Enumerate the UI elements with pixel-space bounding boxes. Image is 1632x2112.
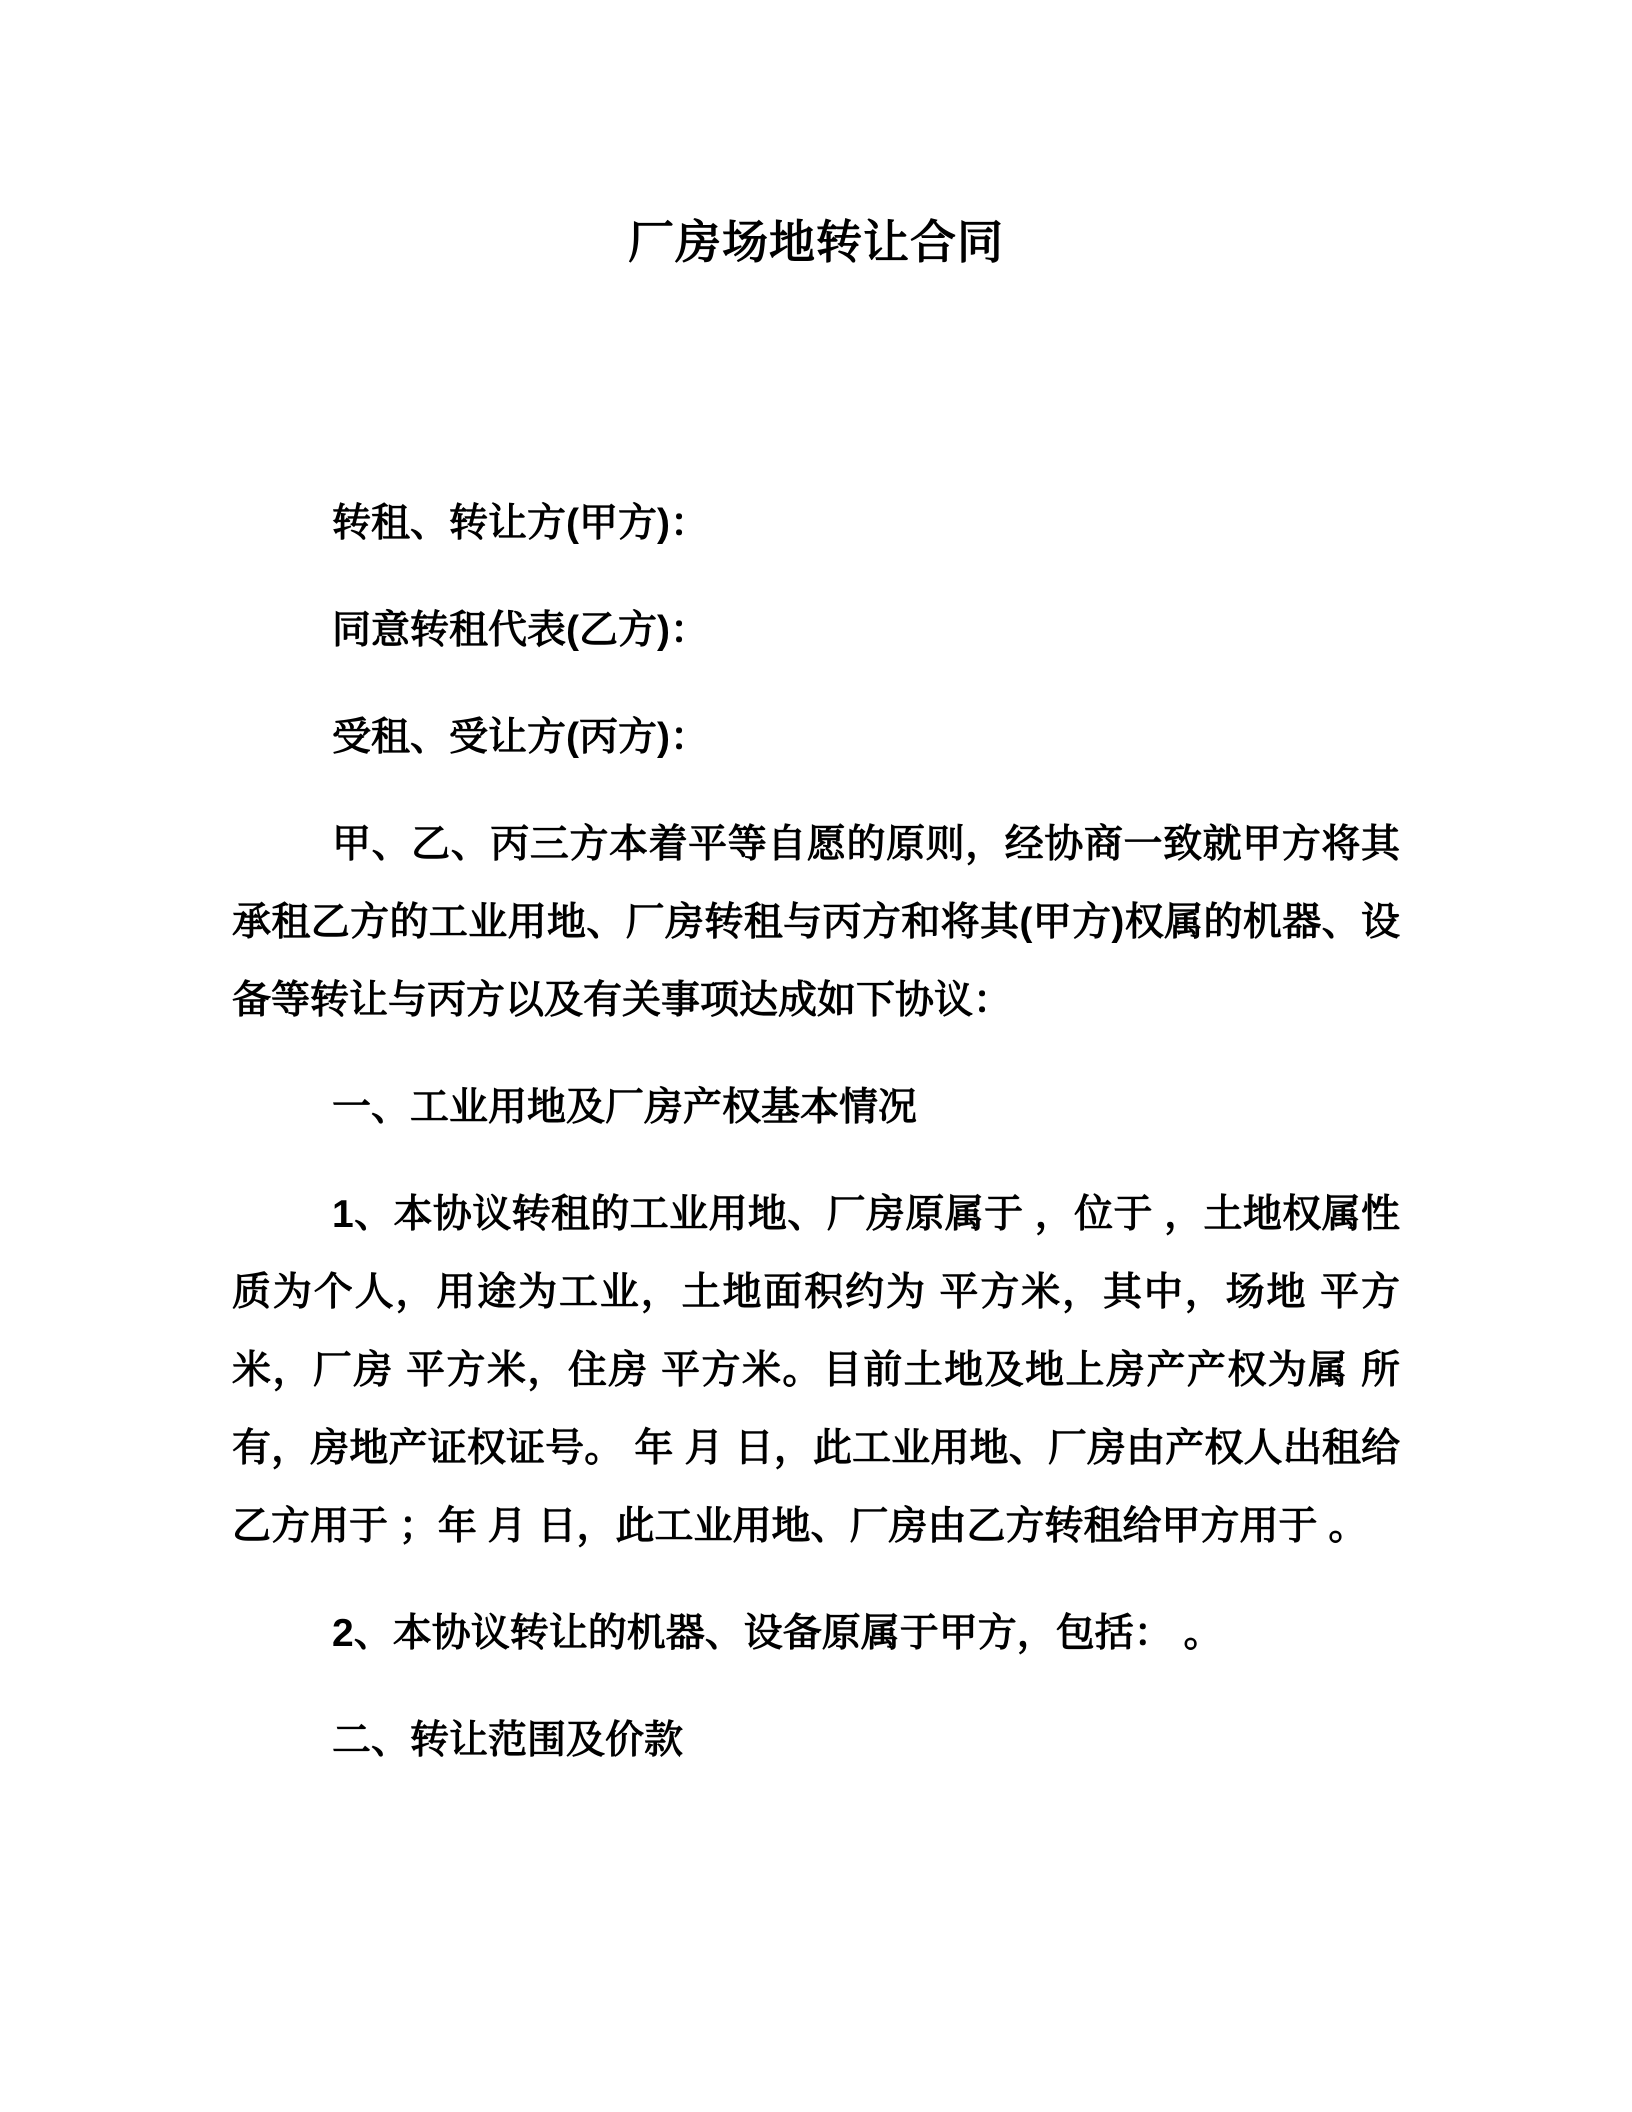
document-body	[232, 485, 1400, 1780]
party-line-transferee-bingfang: 受租、受让方(丙方)：	[332, 716, 709, 759]
intro-paragraph: 甲、乙、丙三方本着平等自愿的原则，经协商一致就甲方将其承租乙方的工业用地、厂房转租与丙方和将其(甲方)权属的机器、设备等转让与丙方以及有关事项达成如下协议：	[232, 823, 1400, 1022]
section-1-clause-2: 2、本协议转让的机器、设备原属于甲方，包括： 。	[332, 1612, 1223, 1655]
section-1-clause-1: 1、本协议转租的工业用地、厂房原属于 ，位于 ，土地权属性质为个人，用途为工业，土地面积约为 平方米，其中，场地 平方米，厂房 平方米，住房 平方米。目前土地及地上房产产权为属 所有，房地产证权证号。 年 月 日，此工业用地、厂房由产权人出租给乙方用于 ；年 月 日，此工业用地、厂房由乙方转租给甲方用于 。	[232, 1193, 1400, 1548]
party-line-consenting-yifang: 同意转租代表(乙方)：	[332, 609, 709, 652]
section-2-heading: 二、转让范围及价款	[332, 1719, 684, 1762]
document-title: 厂房场地转让合同	[628, 216, 1004, 268]
section-1-heading: 一、工业用地及厂房产权基本情况	[332, 1086, 918, 1129]
party-line-sublessor-jiafang: 转租、转让方(甲方)：	[332, 502, 709, 545]
